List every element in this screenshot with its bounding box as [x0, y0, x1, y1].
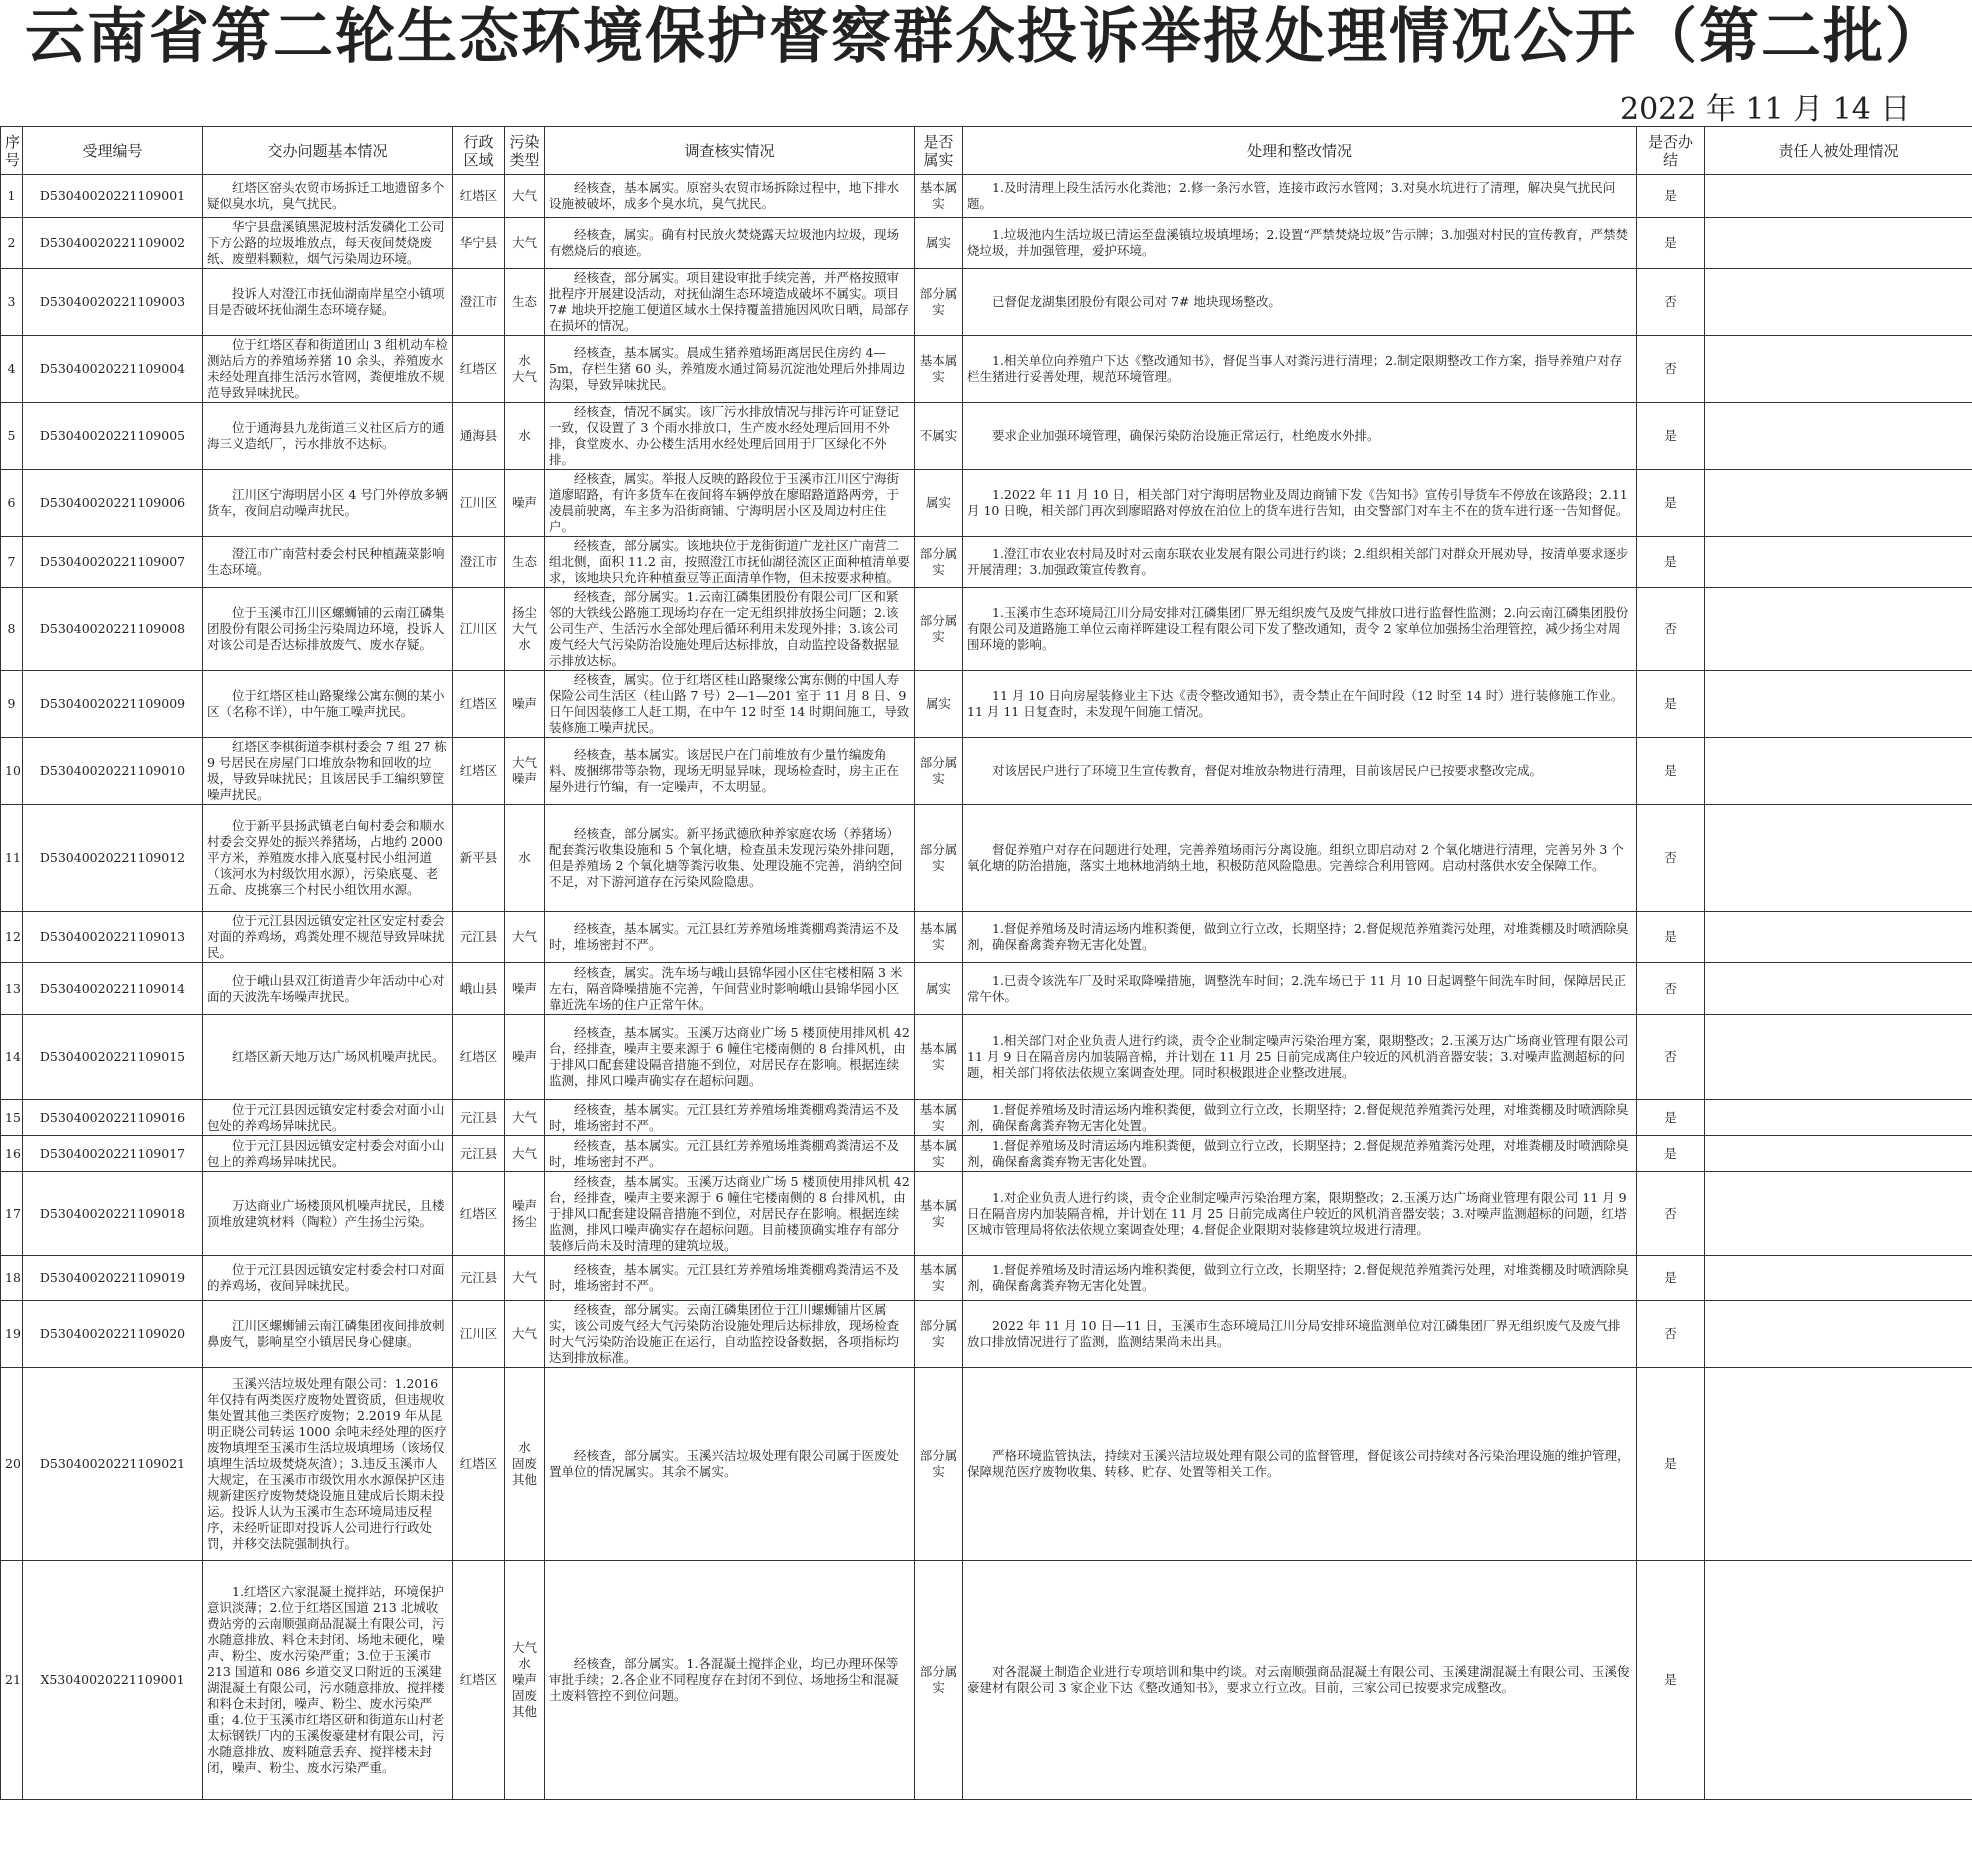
cell-truth: 基本属实	[915, 1100, 963, 1136]
cell-seq: 13	[1, 963, 23, 1015]
cell-investigation: 经核查，属实。举报人反映的路段位于玉溪市江川区宁海街道廖昭路，有许多货车在夜间将车辆停放在廖昭路道路两旁，于凌晨前驶离，车主多为沿街商铺、宁海明居小区及周边村庄住户。	[545, 470, 915, 537]
cell-type: 大气	[505, 1100, 545, 1136]
table-header-row	[1, 127, 1972, 175]
cell-done: 否	[1637, 1015, 1705, 1100]
cell-handling: 1.垃圾池内生活垃圾已清运至盘溪镇垃圾填埋场；2.设置“严禁焚烧垃圾”告示牌；3.加强对村民的宣传教育，严禁焚烧垃圾，并加强管理，爱护环境。	[963, 218, 1637, 269]
cell-seq: 15	[1, 1100, 23, 1136]
cell-truth: 基本属实	[915, 175, 963, 218]
cell-handling: 1.相关单位向养殖户下达《整改通知书》，督促当事人对粪污进行清理；2.制定限期整改工作方案，指导养殖户对存栏生猪进行妥善处理，规范环境管理。	[963, 336, 1637, 403]
cell-responsible	[1705, 588, 1972, 671]
cell-done: 是	[1637, 671, 1705, 738]
cell-responsible	[1705, 963, 1972, 1015]
cell-type: 扬尘 大气 水	[505, 588, 545, 671]
cell-area: 江川区	[453, 588, 505, 671]
cell-seq: 11	[1, 805, 23, 912]
cell-handling: 1.对企业负责人进行约谈，责令企业制定噪声污染治理方案，限期整改；2.玉溪万达广场商业管理有限公司 11 月 9 日在隔音房内加装隔音棉，并计划在 11 月 25 日前完成离住户较近的风机消音器安装；3.对噪声监测超标的问题，红塔区城市管理局将依法依规立案调查处理；4.督促企业限期对装修建筑垃圾进行清理。	[963, 1172, 1637, 1256]
cell-investigation: 经核查，基本属实。元江县红芳养殖场堆粪棚鸡粪清运不及时，堆场密封不严。	[545, 1100, 915, 1136]
table-row	[1, 1015, 1972, 1100]
cell-investigation: 经核查，部分属实。云南江磷集团位于江川螺蛳铺片区属实，该公司废气经大气污染防治设施处理后达标排放，现场检查时大气污染防治设施正在运行，自动监控设备数据，各项指标均达到排放标准。	[545, 1301, 915, 1368]
cell-area: 红塔区	[453, 1015, 505, 1100]
cell-issue: 位于元江县因远镇安定村委会对面小山包上的养鸡场异味扰民。	[203, 1136, 453, 1172]
cell-handling: 1.已责令该洗车厂及时采取降噪措施，调整洗车时间；2.洗车场已于 11 月 10 日起调整午间洗车时间，保障居民正常午休。	[963, 963, 1637, 1015]
cell-truth: 属实	[915, 218, 963, 269]
table-row	[1, 403, 1972, 470]
cell-issue: 位于元江县因远镇安定村委会对面小山包处的养鸡场异味扰民。	[203, 1100, 453, 1136]
cell-seq: 1	[1, 175, 23, 218]
cell-area: 江川区	[453, 1301, 505, 1368]
cell-issue: 江川区螺蛳铺云南江磷集团夜间排放刺鼻废气，影响星空小镇居民身心健康。	[203, 1301, 453, 1368]
cell-done: 否	[1637, 805, 1705, 912]
cell-type: 大气	[505, 218, 545, 269]
cell-handling: 1.督促养殖场及时清运场内堆积粪便，做到立行立改，长期坚持；2.督促规范养殖粪污处理，对堆粪棚及时喷洒除臭剂，确保畜禽粪弃物无害化处置。	[963, 1256, 1637, 1301]
cell-done: 是	[1637, 175, 1705, 218]
cell-issue: 位于新平县扬武镇老白甸村委会和顺水村委会交界处的振兴养猪场，占地约 2000 平方米，养殖废水排入底戛村民小组河道（该河水为村级饮用水源），污染底戛、老五命、皮挑寨三个村民小组饮用水源。	[203, 805, 453, 912]
cell-truth: 部分属实	[915, 588, 963, 671]
cell-handling: 1.玉溪市生态环境局江川分局安排对江磷集团厂界无组织废气及废气排放口进行监督性监测；2.向云南江磷集团股份有限公司及道路施工单位云南祥晖建设工程有限公司下发了整改通知，责令 2 家单位加强扬尘治理管控，减少扬尘对周围环境的影响。	[963, 588, 1637, 671]
table-row	[1, 1172, 1972, 1256]
cell-seq: 12	[1, 912, 23, 963]
cell-area: 红塔区	[453, 1561, 505, 1800]
cell-handling: 严格环境监管执法，持续对玉溪兴洁垃圾处理有限公司的监督管理，督促该公司持续对各污染治理设施的维护管理，保障规范医疗废物收集、转移、贮存、处置等相关工作。	[963, 1368, 1637, 1561]
cell-investigation: 经核查，基本属实。玉溪万达商业广场 5 楼顶使用排风机 42 台，经排查，噪声主要来源于 6 幢住宅楼南侧的 8 台排风机，由于排风口配套建设隔音措施不到位，对居民存在影响。根据连续监测，排风口噪声确实存在超标问题。	[545, 1015, 915, 1100]
cell-area: 红塔区	[453, 738, 505, 805]
cell-handling: 1.及时清理上段生活污水化粪池；2.修一条污水管，连接市政污水管网；3.对臭水坑进行了清理，解决臭气扰民问题。	[963, 175, 1637, 218]
cell-responsible	[1705, 1256, 1972, 1301]
cell-investigation: 经核查，基本属实。该居民户在门前堆放有少量竹编废角料、废捆绑带等杂物，现场无明显异味，现场检查时，房主正在屋外进行竹编，有一定噪声，不太明显。	[545, 738, 915, 805]
cell-type: 噪声	[505, 470, 545, 537]
cell-issue: 万达商业广场楼顶风机噪声扰民，且楼顶堆放建筑材料（陶粒）产生扬尘污染。	[203, 1172, 453, 1256]
cell-handling: 1.督促养殖场及时清运场内堆积粪便，做到立行立改，长期坚持；2.督促规范养殖粪污处理，对堆粪棚及时喷洒除臭剂，确保畜禽粪弃物无害化处置。	[963, 912, 1637, 963]
cell-responsible	[1705, 336, 1972, 403]
cell-seq: 4	[1, 336, 23, 403]
header-responsible: 责任人被处理情况	[1705, 127, 1972, 175]
cell-issue: 位于红塔区桂山路聚缘公寓东侧的某小区（名称不详），中午施工噪声扰民。	[203, 671, 453, 738]
cell-investigation: 经核查，部分属实。新平扬武德欣种养家庭农场（养猪场）配套粪污收集设施和 5 个氧化塘，检查虽未发现污染外排问题，但是养殖场 2 个氧化塘等粪污收集、处理设施不完善，消纳空间不足，对下游河道存在污染风险隐患。	[545, 805, 915, 912]
cell-investigation: 经核查，基本属实。元江县红芳养殖场堆粪棚鸡粪清运不及时，堆场密封不严。	[545, 1256, 915, 1301]
cell-investigation: 经核查，基本属实。元江县红芳养殖场堆粪棚鸡粪清运不及时，堆场密封不严。	[545, 912, 915, 963]
header-investigation: 调查核实情况	[545, 127, 915, 175]
cell-handling: 2022 年 11 月 10 日—11 日，玉溪市生态环境局江川分局安排环境监测单位对江磷集团厂界无组织废气及废气排放口排放情况进行了监测，监测结果尚未出具。	[963, 1301, 1637, 1368]
cell-issue: 位于玉溪市江川区螺蛳铺的云南江磷集团股份有限公司扬尘污染周边环境，投诉人对该公司是否达标排放废气、废水存疑。	[203, 588, 453, 671]
cell-seq: 9	[1, 671, 23, 738]
cell-responsible	[1705, 537, 1972, 588]
cell-issue: 华宁县盘溪镇黑泥坡村活发磷化工公司下方公路的垃圾堆放点，每天夜间焚烧废纸、废塑料颗粒，烟气污染周边环境。	[203, 218, 453, 269]
cell-responsible	[1705, 1136, 1972, 1172]
cell-done: 是	[1637, 218, 1705, 269]
cell-truth: 部分属实	[915, 537, 963, 588]
table-row	[1, 671, 1972, 738]
cell-type: 大气	[505, 175, 545, 218]
cell-done: 否	[1637, 963, 1705, 1015]
header-area: 行政区域	[453, 127, 505, 175]
table-row	[1, 175, 1972, 218]
cell-seq: 17	[1, 1172, 23, 1256]
cell-issue: 位于元江县因远镇安定社区安定村委会对面的养鸡场，鸡粪处理不规范导致异味扰民。	[203, 912, 453, 963]
cell-id: D53040020221109020	[23, 1301, 203, 1368]
table-row	[1, 470, 1972, 537]
cell-area: 峨山县	[453, 963, 505, 1015]
cell-investigation: 经核查，部分属实。玉溪兴洁垃圾处理有限公司属于医废处置单位的情况属实。其余不属实。	[545, 1368, 915, 1561]
page-title: 云南省第二轮生态环境保护督察群众投诉举报处理情况公开（第二批）	[25, 2, 1947, 72]
complaint-table	[0, 126, 1972, 1800]
cell-done: 是	[1637, 1256, 1705, 1301]
cell-id: D53040020221109018	[23, 1172, 203, 1256]
cell-responsible	[1705, 1368, 1972, 1561]
table-body	[1, 175, 1972, 1800]
cell-responsible	[1705, 470, 1972, 537]
cell-done: 是	[1637, 537, 1705, 588]
cell-truth: 部分属实	[915, 1368, 963, 1561]
cell-id: D53040020221109002	[23, 218, 203, 269]
cell-handling: 要求企业加强环境管理，确保污染防治设施正常运行，杜绝废水外排。	[963, 403, 1637, 470]
table-row	[1, 269, 1972, 336]
cell-handling: 已督促龙湖集团股份有限公司对 7# 地块现场整改。	[963, 269, 1637, 336]
cell-investigation: 经核查，部分属实。项目建设审批手续完善，并严格按照审批程序开展建设活动，对抚仙湖生态环境造成破坏不属实。项目 7# 地块开挖施工便道区域水土保持覆盖措施因风吹日晒，局部存在损坏的情况。	[545, 269, 915, 336]
cell-issue: 1.红塔区六家混凝土搅拌站，环境保护意识淡薄；2.位于红塔区国道 213 北城收费站旁的云南顺强商品混凝土有限公司，污水随意排放、料仓未封闭、场地未硬化，噪声、粉尘、废水污染严重；3.位于玉溪市 213 国道和 086 乡道交叉口附近的玉溪建湖混凝土有限公司，污水随意排放、搅拌楼和料仓未封闭，噪声、粉尘、废水污染严重；4.位于玉溪市红塔区研和街道东山村老太标钢铁厂内的玉溪俊豪建材有限公司，污水随意排放、废料随意丢弃、搅拌楼未封闭，噪声、粉尘、废水污染严重。	[203, 1561, 453, 1800]
cell-id: D53040020221109009	[23, 671, 203, 738]
cell-handling: 11 月 10 日向房屋装修业主下达《责令整改通知书》，责令禁止在午间时段（12 时至 14 时）进行装修施工作业。11 月 11 日复查时，未发现午间施工情况。	[963, 671, 1637, 738]
cell-type: 大气	[505, 912, 545, 963]
table-row	[1, 1561, 1972, 1800]
cell-area: 红塔区	[453, 175, 505, 218]
cell-done: 否	[1637, 269, 1705, 336]
cell-area: 新平县	[453, 805, 505, 912]
cell-area: 元江县	[453, 912, 505, 963]
cell-truth: 属实	[915, 470, 963, 537]
cell-area: 红塔区	[453, 671, 505, 738]
cell-responsible	[1705, 738, 1972, 805]
cell-investigation: 经核查，基本属实。元江县红芳养殖场堆粪棚鸡粪清运不及时，堆场密封不严。	[545, 1136, 915, 1172]
table-row	[1, 963, 1972, 1015]
cell-investigation: 经核查，部分属实。1.各混凝土搅拌企业，均已办理环保等审批手续；2.各企业不同程度存在封闭不到位、场地扬尘和混凝土废料管控不到位问题。	[545, 1561, 915, 1800]
cell-seq: 14	[1, 1015, 23, 1100]
header-issue: 交办问题基本情况	[203, 127, 453, 175]
cell-issue: 位于红塔区春和街道团山 3 组机动车检测站后方的养殖场养猪 10 余头，养殖废水未经处理直排生活污水管网，粪便堆放不规范导致异味扰民。	[203, 336, 453, 403]
cell-handling: 1.相关部门对企业负责人进行约谈，责令企业制定噪声污染治理方案，限期整改；2.玉溪万达广场商业管理有限公司 11 月 9 日在隔音房内加装隔音棉，并计划在 11 月 25 日前完成离住户较近的风机消音器安装；3.对噪声监测超标的问题，相关部门将依法依规立案调查处理。同时积极跟进企业整改进展。	[963, 1015, 1637, 1100]
cell-done: 否	[1637, 336, 1705, 403]
cell-handling: 1.督促养殖场及时清运场内堆积粪便，做到立行立改，长期坚持；2.督促规范养殖粪污处理，对堆粪棚及时喷洒除臭剂，确保畜禽粪弃物无害化处置。	[963, 1136, 1637, 1172]
cell-area: 元江县	[453, 1100, 505, 1136]
cell-area: 元江县	[453, 1256, 505, 1301]
cell-id: D53040020221109007	[23, 537, 203, 588]
cell-type: 噪声	[505, 671, 545, 738]
header-truth: 是否属实	[915, 127, 963, 175]
cell-responsible	[1705, 269, 1972, 336]
cell-truth: 基本属实	[915, 336, 963, 403]
cell-seq: 18	[1, 1256, 23, 1301]
cell-seq: 3	[1, 269, 23, 336]
cell-handling: 1.澄江市农业农村局及时对云南东联农业发展有限公司进行约谈；2.组织相关部门对群众开展劝导，按清单要求逐步开展清理；3.加强政策宣传教育。	[963, 537, 1637, 588]
cell-type: 大气 水 噪声 固废 其他	[505, 1561, 545, 1800]
cell-handling: 对该居民户进行了环境卫生宣传教育，督促对堆放杂物进行清理，目前该居民户已按要求整改完成。	[963, 738, 1637, 805]
cell-type: 大气 噪声	[505, 738, 545, 805]
cell-id: D53040020221109005	[23, 403, 203, 470]
table-row	[1, 537, 1972, 588]
cell-id: D53040020221109017	[23, 1136, 203, 1172]
cell-responsible	[1705, 175, 1972, 218]
cell-type: 生态	[505, 537, 545, 588]
cell-seq: 5	[1, 403, 23, 470]
cell-area: 红塔区	[453, 336, 505, 403]
cell-type: 噪声	[505, 963, 545, 1015]
cell-done: 是	[1637, 1368, 1705, 1561]
cell-id: D53040020221109021	[23, 1368, 203, 1561]
cell-investigation: 经核查，属实。洗车场与峨山县锦华园小区住宅楼相隔 3 米左右，隔音降噪措施不完善，午间营业时影响峨山县锦华园小区靠近洗车场的住户正常午休。	[545, 963, 915, 1015]
table-row	[1, 805, 1972, 912]
cell-id: D53040020221109012	[23, 805, 203, 912]
cell-issue: 位于元江县因远镇安定村委会村口对面的养鸡场，夜间异味扰民。	[203, 1256, 453, 1301]
header-handling: 处理和整改情况	[963, 127, 1637, 175]
cell-id: D53040020221109019	[23, 1256, 203, 1301]
cell-handling: 1.督促养殖场及时清运场内堆积粪便，做到立行立改，长期坚持；2.督促规范养殖粪污处理，对堆粪棚及时喷洒除臭剂，确保畜禽粪弃物无害化处置。	[963, 1100, 1637, 1136]
cell-seq: 19	[1, 1301, 23, 1368]
cell-issue: 位于峨山县双江街道青少年活动中心对面的天波洗车场噪声扰民。	[203, 963, 453, 1015]
header-id: 受理编号	[23, 127, 203, 175]
table-row	[1, 1256, 1972, 1301]
cell-id: D53040020221109004	[23, 336, 203, 403]
cell-done: 否	[1637, 1172, 1705, 1256]
table-row	[1, 588, 1972, 671]
cell-investigation: 经核查，属实。确有村民放火焚烧露天垃圾池内垃圾，现场有燃烧后的痕迹。	[545, 218, 915, 269]
cell-responsible	[1705, 1561, 1972, 1800]
cell-responsible	[1705, 671, 1972, 738]
cell-seq: 6	[1, 470, 23, 537]
cell-area: 元江县	[453, 1136, 505, 1172]
cell-area: 红塔区	[453, 1172, 505, 1256]
cell-area: 红塔区	[453, 1368, 505, 1561]
cell-id: X53040020221109001	[23, 1561, 203, 1800]
cell-type: 生态	[505, 269, 545, 336]
cell-responsible	[1705, 1015, 1972, 1100]
cell-area: 澄江市	[453, 537, 505, 588]
cell-id: D53040020221109016	[23, 1100, 203, 1136]
cell-type: 大气	[505, 1136, 545, 1172]
table-row	[1, 738, 1972, 805]
cell-area: 通海县	[453, 403, 505, 470]
cell-done: 是	[1637, 1100, 1705, 1136]
cell-truth: 基本属实	[915, 912, 963, 963]
cell-seq: 8	[1, 588, 23, 671]
cell-type: 水 大气	[505, 336, 545, 403]
cell-truth: 部分属实	[915, 1561, 963, 1800]
cell-responsible	[1705, 1301, 1972, 1368]
header-seq: 序号	[1, 127, 23, 175]
cell-done: 是	[1637, 1136, 1705, 1172]
cell-handling: 对各混凝土制造企业进行专项培训和集中约谈。对云南顺强商品混凝土有限公司、玉溪建湖混凝土有限公司、玉溪俊豪建材有限公司 3 家企业下达《整改通知书》，要求立行立改。目前，三家公司已按要求完成整改。	[963, 1561, 1637, 1800]
header-done: 是否办结	[1637, 127, 1705, 175]
cell-done: 否	[1637, 588, 1705, 671]
table-row	[1, 1100, 1972, 1136]
cell-truth: 部分属实	[915, 1301, 963, 1368]
cell-responsible	[1705, 912, 1972, 963]
cell-investigation: 经核查，属实。位于红塔区桂山路聚缘公寓东侧的中国人寿保险公司生活区（桂山路 7 号）2—1—201 室于 11 月 8 日、9 日午间因装修工人赶工期，在中午 12 时至 14 时期间施工，导致装修施工噪声扰民。	[545, 671, 915, 738]
cell-type: 噪声 扬尘	[505, 1172, 545, 1256]
cell-issue: 玉溪兴洁垃圾处理有限公司：1.2016 年仅持有两类医疗废物处置资质，但违规收集处置其他三类医疗废物；2.2019 年从昆明正晓公司转运 1000 余吨未经处理的医疗废物填埋至玉溪市生活垃圾填埋场（该场仅填埋生活垃圾焚烧灰渣）；3.违反玉溪市人大规定，在玉溪市市级饮用水水源保护区违规新建医疗废物焚烧设施且建成后长期未投运。投诉人认为玉溪市生态环境局违反程序，未经听证即对投诉人公司进行行政处罚，并移交法院强制执行。	[203, 1368, 453, 1561]
table-row	[1, 336, 1972, 403]
cell-issue: 红塔区新天地万达广场风机噪声扰民。	[203, 1015, 453, 1100]
cell-truth: 不属实	[915, 403, 963, 470]
header-type: 污染类型	[505, 127, 545, 175]
table-row	[1, 218, 1972, 269]
cell-type: 水	[505, 403, 545, 470]
cell-truth: 属实	[915, 671, 963, 738]
cell-investigation: 经核查，基本属实。原窑头农贸市场拆除过程中，地下排水设施被破坏，成多个臭水坑，臭气扰民。	[545, 175, 915, 218]
cell-responsible	[1705, 805, 1972, 912]
cell-done: 是	[1637, 1561, 1705, 1800]
cell-truth: 基本属实	[915, 1136, 963, 1172]
cell-responsible	[1705, 218, 1972, 269]
table-row	[1, 912, 1972, 963]
cell-seq: 7	[1, 537, 23, 588]
cell-type: 水 固废 其他	[505, 1368, 545, 1561]
cell-type: 大气	[505, 1301, 545, 1368]
cell-issue: 澄江市广南营村委会村民种植蔬菜影响生态环境。	[203, 537, 453, 588]
cell-handling: 1.2022 年 11 月 10 日，相关部门对宁海明居物业及周边商铺下发《告知书》宣传引导货车不停放在该路段；2.11 月 10 日晚，相关部门再次到廖昭路对停放在泊位上的货车进行告知，由交警部门对车主不在的货车进行逐一告知督促。	[963, 470, 1637, 537]
cell-issue: 投诉人对澄江市抚仙湖南岸星空小镇项目是否破坏抚仙湖生态环境存疑。	[203, 269, 453, 336]
cell-investigation: 经核查，情况不属实。该厂污水排放情况与排污许可证登记一致，仅设置了 3 个雨水排放口，生产废水经处理后回用不外排，食堂废水、办公楼生活用水经处理后回用于厂区绿化不外排。	[545, 403, 915, 470]
cell-responsible	[1705, 403, 1972, 470]
cell-investigation: 经核查，基本属实。晨成生猪养殖场距离居民住房约 4—5m，存栏生猪 60 头，养殖废水通过简易沉淀池处理后外排周边沟渠，导致异味扰民。	[545, 336, 915, 403]
cell-seq: 2	[1, 218, 23, 269]
cell-issue: 红塔区李棋街道李棋村委会 7 组 27 栋 9 号居民在房屋门口堆放杂物和回收的垃圾，导致异味扰民；且该居民手工编织箩筐噪声扰民。	[203, 738, 453, 805]
cell-truth: 部分属实	[915, 805, 963, 912]
cell-type: 大气	[505, 1256, 545, 1301]
cell-done: 是	[1637, 912, 1705, 963]
cell-area: 澄江市	[453, 269, 505, 336]
cell-id: D53040020221109010	[23, 738, 203, 805]
cell-id: D53040020221109015	[23, 1015, 203, 1100]
cell-investigation: 经核查，部分属实。该地块位于龙街街道广龙社区广南营二组北侧，面积 11.2 亩，按照澄江市抚仙湖径流区正面种植清单要求，该地块只允许种植蚕豆等正面清单作物，但未按要求种植。	[545, 537, 915, 588]
cell-type: 噪声	[505, 1015, 545, 1100]
table-row	[1, 1368, 1972, 1561]
table-row	[1, 1136, 1972, 1172]
cell-truth: 属实	[915, 963, 963, 1015]
cell-done: 否	[1637, 1301, 1705, 1368]
cell-done: 是	[1637, 403, 1705, 470]
cell-done: 是	[1637, 738, 1705, 805]
cell-id: D53040020221109006	[23, 470, 203, 537]
publish-date: 2022 年 11 月 14 日	[1620, 92, 1911, 127]
cell-handling: 督促养殖户对存在问题进行处理，完善养殖场雨污分离设施。组织立即启动对 2 个氧化塘进行清理，完善另外 3 个氧化塘的防治措施，落实土地林地消纳土地，积极防范风险隐患。完善综合利用管网。启动村落供水安全保障工作。	[963, 805, 1637, 912]
cell-issue: 红塔区窑头农贸市场拆迁工地遗留多个疑似臭水坑，臭气扰民。	[203, 175, 453, 218]
cell-seq: 16	[1, 1136, 23, 1172]
cell-done: 是	[1637, 470, 1705, 537]
cell-truth: 部分属实	[915, 269, 963, 336]
cell-truth: 基本属实	[915, 1015, 963, 1100]
cell-area: 江川区	[453, 470, 505, 537]
cell-id: D53040020221109013	[23, 912, 203, 963]
cell-type: 水	[505, 805, 545, 912]
cell-issue: 位于通海县九龙街道三义社区后方的通海三义造纸厂，污水排放不达标。	[203, 403, 453, 470]
cell-investigation: 经核查，部分属实。1.云南江磷集团股份有限公司厂区和紧邻的大铁线公路施工现场均存在一定无组织排放扬尘问题；2.该公司生产、生活污水全部处理后循环利用未发现外排；3.该公司废气经大气污染防治设施处理后达标排放，自动监控设备数据显示排放达标。	[545, 588, 915, 671]
cell-seq: 21	[1, 1561, 23, 1800]
cell-truth: 部分属实	[915, 738, 963, 805]
cell-seq: 10	[1, 738, 23, 805]
cell-responsible	[1705, 1100, 1972, 1136]
cell-area: 华宁县	[453, 218, 505, 269]
cell-issue: 江川区宁海明居小区 4 号门外停放多辆货车，夜间启动噪声扰民。	[203, 470, 453, 537]
cell-id: D53040020221109003	[23, 269, 203, 336]
table-row	[1, 1301, 1972, 1368]
cell-id: D53040020221109014	[23, 963, 203, 1015]
cell-seq: 20	[1, 1368, 23, 1561]
cell-id: D53040020221109001	[23, 175, 203, 218]
cell-investigation: 经核查，基本属实。玉溪万达商业广场 5 楼顶使用排风机 42 台，经排查，噪声主要来源于 6 幢住宅楼南侧的 8 台排风机，由于排风口配套建设隔音措施不到位，对居民存在影响。根据连续监测，排风口噪声确实存在超标问题。目前楼顶确实堆存有部分装修后尚未及时清理的建筑垃圾。	[545, 1172, 915, 1256]
cell-truth: 基本属实	[915, 1172, 963, 1256]
cell-id: D53040020221109008	[23, 588, 203, 671]
cell-truth: 基本属实	[915, 1256, 963, 1301]
cell-responsible	[1705, 1172, 1972, 1256]
